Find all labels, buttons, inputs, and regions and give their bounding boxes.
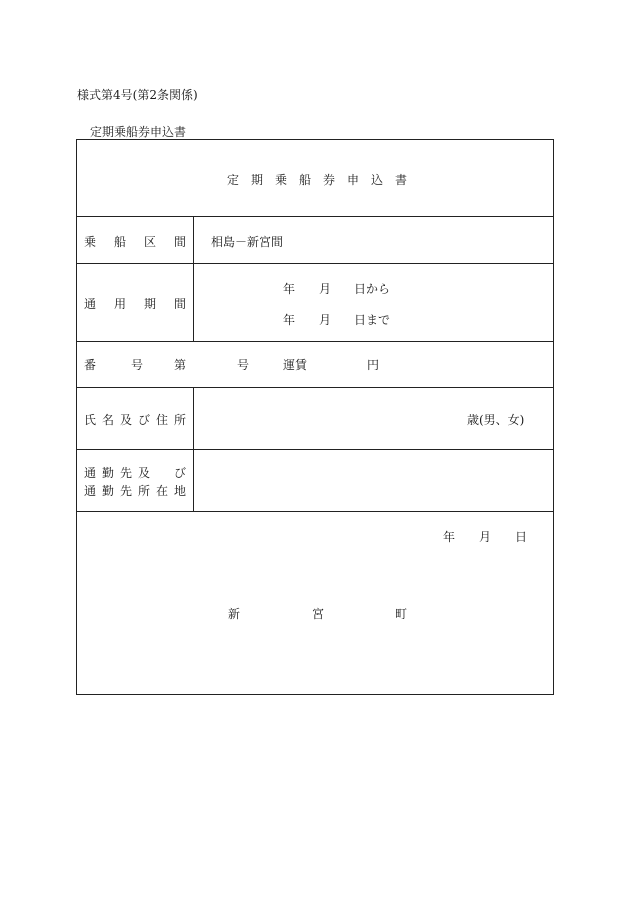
title-char: 申 — [347, 173, 360, 187]
age-sex-field: 歳(男、女) — [467, 413, 525, 427]
date-year: 年 — [443, 530, 456, 544]
workplace-label-char: 在 — [156, 484, 169, 498]
date-day: 日 — [515, 530, 528, 544]
workplace-label-char: 通 — [84, 466, 97, 480]
town-char: 宮 — [312, 607, 325, 621]
title-char: 込 — [371, 173, 384, 187]
row-divider — [77, 341, 553, 342]
name-label-char: 住 — [156, 413, 169, 427]
period-to-month: 月 — [319, 313, 332, 327]
section-value: 相島－新宮間 — [211, 235, 284, 249]
column-divider — [193, 387, 194, 511]
name-label-char: 名 — [102, 413, 115, 427]
number-dai: 第 — [174, 358, 187, 372]
period-from-day: 日から — [354, 282, 391, 296]
workplace-label-char: 先 — [120, 466, 133, 480]
name-label-char: 所 — [174, 413, 187, 427]
form-number: 様式第4号(第2条関係) — [77, 88, 198, 102]
title-char: 船 — [299, 173, 312, 187]
workplace-label-char: 勤 — [102, 466, 115, 480]
section-label-char: 船 — [114, 235, 127, 249]
period-label-char: 間 — [174, 297, 187, 311]
section-label-char: 乗 — [84, 235, 97, 249]
number-ban: 番 — [84, 358, 97, 372]
date-month: 月 — [479, 530, 492, 544]
row-divider — [77, 387, 553, 388]
workplace-label-char: 地 — [174, 484, 187, 498]
row-divider — [77, 216, 553, 217]
title-char: 期 — [251, 173, 264, 187]
row-divider — [77, 263, 553, 264]
workplace-label-char: 所 — [138, 484, 151, 498]
title-char: 乗 — [275, 173, 288, 187]
section-label-char: 区 — [144, 235, 157, 249]
town-char: 町 — [395, 607, 408, 621]
row-divider — [77, 511, 553, 512]
workplace-label-char: び — [174, 466, 187, 480]
title-char: 定 — [227, 173, 240, 187]
workplace-label-char: 通 — [84, 484, 97, 498]
period-to-day: 日まで — [354, 313, 391, 327]
fare-yen: 円 — [367, 358, 380, 372]
workplace-label-char: 先 — [120, 484, 133, 498]
column-divider — [193, 216, 194, 341]
period-label-char: 用 — [114, 297, 127, 311]
number-go-suffix: 号 — [237, 358, 250, 372]
name-label-char: び — [138, 413, 151, 427]
workplace-label-char: 及 — [138, 466, 151, 480]
name-label-char: 氏 — [84, 413, 97, 427]
period-from-year: 年 — [283, 282, 296, 296]
workplace-label-char: 勤 — [102, 484, 115, 498]
number-go: 号 — [131, 358, 144, 372]
period-label-char: 期 — [144, 297, 157, 311]
title-char: 書 — [395, 173, 408, 187]
name-label-char: 及 — [120, 413, 133, 427]
section-label-char: 間 — [174, 235, 187, 249]
application-form — [76, 139, 554, 695]
period-to-year: 年 — [283, 313, 296, 327]
fare-label: 運賃 — [283, 358, 308, 372]
town-char: 新 — [228, 607, 241, 621]
title-char: 券 — [323, 173, 336, 187]
document-label: 定期乗船券申込書 — [90, 125, 187, 139]
period-label-char: 通 — [84, 297, 97, 311]
period-from-month: 月 — [319, 282, 332, 296]
row-divider — [77, 449, 553, 450]
